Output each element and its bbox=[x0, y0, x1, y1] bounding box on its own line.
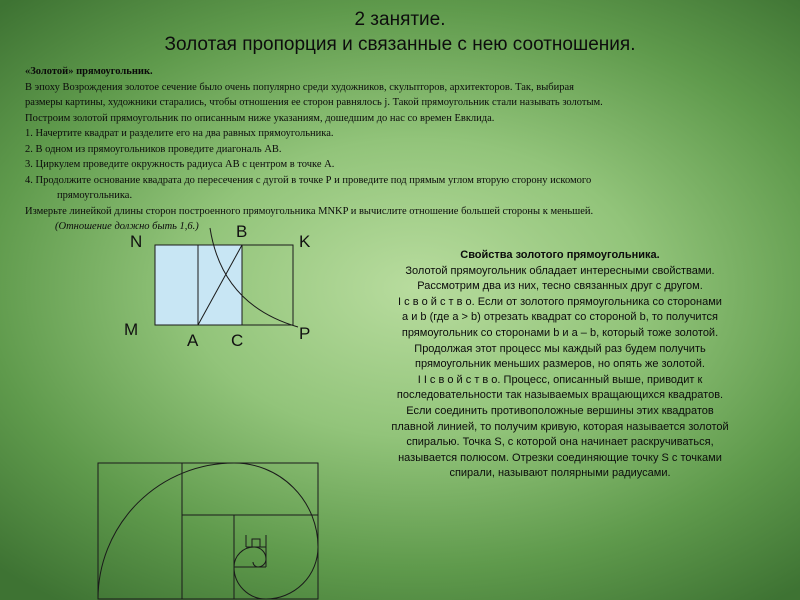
label-c: C bbox=[231, 331, 244, 350]
intro-line: размеры картины, художники старались, чтобы отношения ее сторон равнялось j. Такой прямоугольник стали называть золотым. bbox=[25, 97, 603, 108]
properties-line: плавной линией, то получим кривую, которая называется золотой bbox=[391, 420, 729, 433]
properties-line: I I с в о й с т в о. Процесс, описанный выше, приводит к bbox=[417, 373, 703, 386]
properties-line: Продолжая этот процесс мы каждый раз будем получить bbox=[414, 342, 706, 355]
step-4: 4. Продолжите основание квадрата до пересечения с дугой в точке Р и проведите под прямым углом вторую сторону искомого bbox=[25, 174, 592, 186]
slide-title-line2: Золотая пропорция и связанные с нею соотношения. bbox=[164, 34, 636, 55]
label-b: B bbox=[236, 222, 248, 241]
properties-line: последовательности так называемых вращающихся квадратов. bbox=[396, 389, 724, 402]
measure-task: Измерьте линейкой длины сторон построенного прямоугольника MNKP и вычислите отношение большей стороны к меньшей. bbox=[25, 205, 594, 217]
slide-title-line1: 2 занятие. bbox=[354, 9, 446, 30]
properties-line: прямоугольник со сторонами b и a – b, который тоже золотой. bbox=[401, 326, 719, 339]
properties-line: Если соединить противоположные вершины этих квадратов bbox=[406, 404, 714, 417]
label-k: K bbox=[299, 232, 311, 251]
label-m: M bbox=[124, 320, 139, 339]
step-1: 1. Начертите квадрат и разделите его на два равных прямоугольника. bbox=[25, 128, 334, 139]
label-a: A bbox=[187, 331, 199, 350]
properties-line: a и b (где a > b) отрезать квадрат со стороной b, то получится bbox=[402, 311, 718, 324]
step-2: 2. В одном из прямоугольников проведите диагональ АВ. bbox=[25, 143, 282, 155]
properties-line: спиралью. Точка S, с которой она начинает раскручиваться, bbox=[406, 436, 714, 449]
properties-line: называется полюсом. Отрезки соединяющие точку S с точками bbox=[398, 451, 722, 464]
intro-line: В эпоху Возрождения золотое сечение было очень популярно среди художников, скульпторов, архитекторов. Так, выбирая bbox=[25, 81, 574, 93]
intro-line: Построим золотой прямоугольник по описанным ниже указаниям, дошедшим до нас со времен Евклида. bbox=[25, 112, 495, 124]
properties-title: Свойства золотого прямоугольника. bbox=[460, 249, 660, 261]
properties-line: Золотой прямоугольник обладает интересными свойствами. bbox=[405, 264, 715, 277]
properties-line: I с в о й с т в о. Если от золотого прямоугольника со сторонами bbox=[398, 295, 722, 308]
label-p: P bbox=[299, 324, 311, 343]
outer-rectangle bbox=[98, 463, 318, 599]
label-n: N bbox=[130, 232, 143, 251]
step-3: 3. Циркулем проведите окружность радиуса АВ с центром в точке А. bbox=[25, 159, 335, 170]
golden-spiral bbox=[98, 463, 318, 599]
intro-heading: «Золотой» прямоугольник. bbox=[25, 66, 153, 77]
properties-line: Рассмотрим два из них, тесно связанных друг с другом. bbox=[417, 280, 703, 293]
pole-square bbox=[252, 539, 260, 547]
ratio-note: (Отношение должно быть 1,6.) bbox=[55, 221, 199, 232]
properties-line: спирали, называют полярными радиусами. bbox=[449, 467, 671, 480]
properties-line: прямоугольник меньших размеров, но опять же золотой. bbox=[415, 358, 705, 371]
step-4-cont: прямоугольника. bbox=[57, 190, 133, 201]
